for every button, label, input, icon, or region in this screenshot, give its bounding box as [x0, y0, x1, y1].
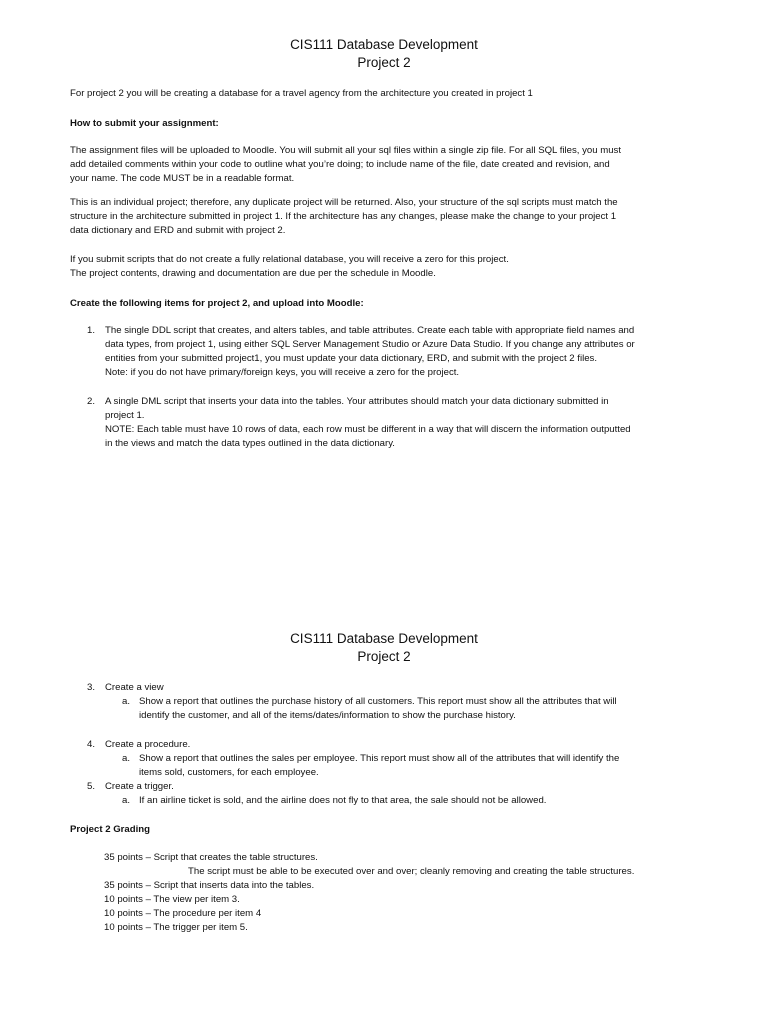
- item-1-number: 1.: [87, 325, 96, 336]
- item-1-line: data types, from project 1, using either SQL Server Management Studio or Azure Data Studio. If you change any attributes or: [105, 339, 635, 350]
- item-5-text: Create a trigger.: [105, 781, 174, 792]
- page-title: CIS111 Database Development: [290, 37, 478, 52]
- item-2-line: A single DML script that inserts your data into the tables. Your attributes should match your data dictionary submitted in: [105, 396, 609, 407]
- item-4a-line: items sold, customers, for each employee.: [139, 767, 319, 778]
- item-3-number: 3.: [87, 682, 96, 693]
- para-1-line: The assignment files will be uploaded to Moodle. You will submit all your sql files within a single zip file. For all SQL files, you must: [70, 145, 622, 156]
- item-3a-line: Show a report that outlines the purchase history of all customers. This report must show all the attributes that will: [139, 696, 617, 707]
- item-2-line: in the views and match the data types outlined in the data dictionary.: [105, 438, 395, 449]
- item-3a-letter: a.: [122, 696, 131, 707]
- intro-text: For project 2 you will be creating a database for a travel agency from the architecture you created in project 1: [70, 88, 533, 99]
- para-1-line: add detailed comments within your code to outline what you’re doing; to include name of the file, date created and revision, and: [70, 159, 610, 170]
- item-1-line: entities from your submitted project1, you must update your data dictionary, ERD, and submit with the project 2 files.: [105, 353, 598, 364]
- grading-line: 35 points – Script that creates the table structures.: [104, 852, 318, 863]
- item-3a-line: identify the customer, and all of the items/dates/information to show the purchase history.: [139, 710, 516, 721]
- para-1-line: your name. The code MUST be in a readable format.: [70, 173, 295, 184]
- grading-heading: Project 2 Grading: [70, 824, 150, 835]
- page-2-subtitle: Project 2: [357, 649, 411, 664]
- page-2-title: CIS111 Database Development: [290, 631, 478, 646]
- item-4a-letter: a.: [122, 753, 131, 764]
- item-4-text: Create a procedure.: [105, 739, 191, 750]
- para-2-line: data dictionary and ERD and submit with project 2.: [70, 225, 286, 236]
- grading-line: 35 points – Script that inserts data into the tables.: [104, 880, 315, 891]
- item-4-number: 4.: [87, 739, 96, 750]
- para-3-line: If you submit scripts that do not create a fully relational database, you will receive a zero for this project.: [70, 254, 509, 265]
- item-1-line: The single DDL script that creates, and alters tables, and table attributes. Create each table with appropriate field names and: [105, 325, 635, 336]
- item-2-number: 2.: [87, 396, 96, 407]
- item-5-number: 5.: [87, 781, 96, 792]
- submit-heading: How to submit your assignment:: [70, 118, 219, 129]
- item-2-line: NOTE: Each table must have 10 rows of data, each row must be different in a way that will discern the information outputted: [105, 424, 631, 435]
- item-5a-line: If an airline ticket is sold, and the airline does not fly to that area, the sale should not be allowed.: [139, 795, 547, 806]
- page-subtitle: Project 2: [357, 55, 411, 70]
- grading-line: 10 points – The trigger per item 5.: [104, 922, 248, 933]
- grading-line: The script must be able to be executed over and over; cleanly removing and creating the table structures.: [188, 866, 635, 877]
- item-2-line: project 1.: [105, 410, 145, 421]
- para-2-line: This is an individual project; therefore, any duplicate project will be returned. Also, your structure of the sql scripts must match the: [70, 197, 618, 208]
- para-2-line: structure in the architecture submitted in project 1. If the architecture has any changes, please make the change to your project 1: [70, 211, 617, 222]
- item-4a-line: Show a report that outlines the sales per employee. This report must show all of the attributes that will identify the: [139, 753, 620, 764]
- para-3-line: The project contents, drawing and documentation are due per the schedule in Moodle.: [70, 268, 436, 279]
- grading-line: 10 points – The view per item 3.: [104, 894, 240, 905]
- item-5a-letter: a.: [122, 795, 131, 806]
- item-3-text: Create a view: [105, 682, 164, 693]
- item-1-line: Note: if you do not have primary/foreign keys, you will receive a zero for the project.: [105, 367, 460, 378]
- grading-line: 10 points – The procedure per item 4: [104, 908, 262, 919]
- items-heading: Create the following items for project 2, and upload into Moodle:: [70, 298, 364, 309]
